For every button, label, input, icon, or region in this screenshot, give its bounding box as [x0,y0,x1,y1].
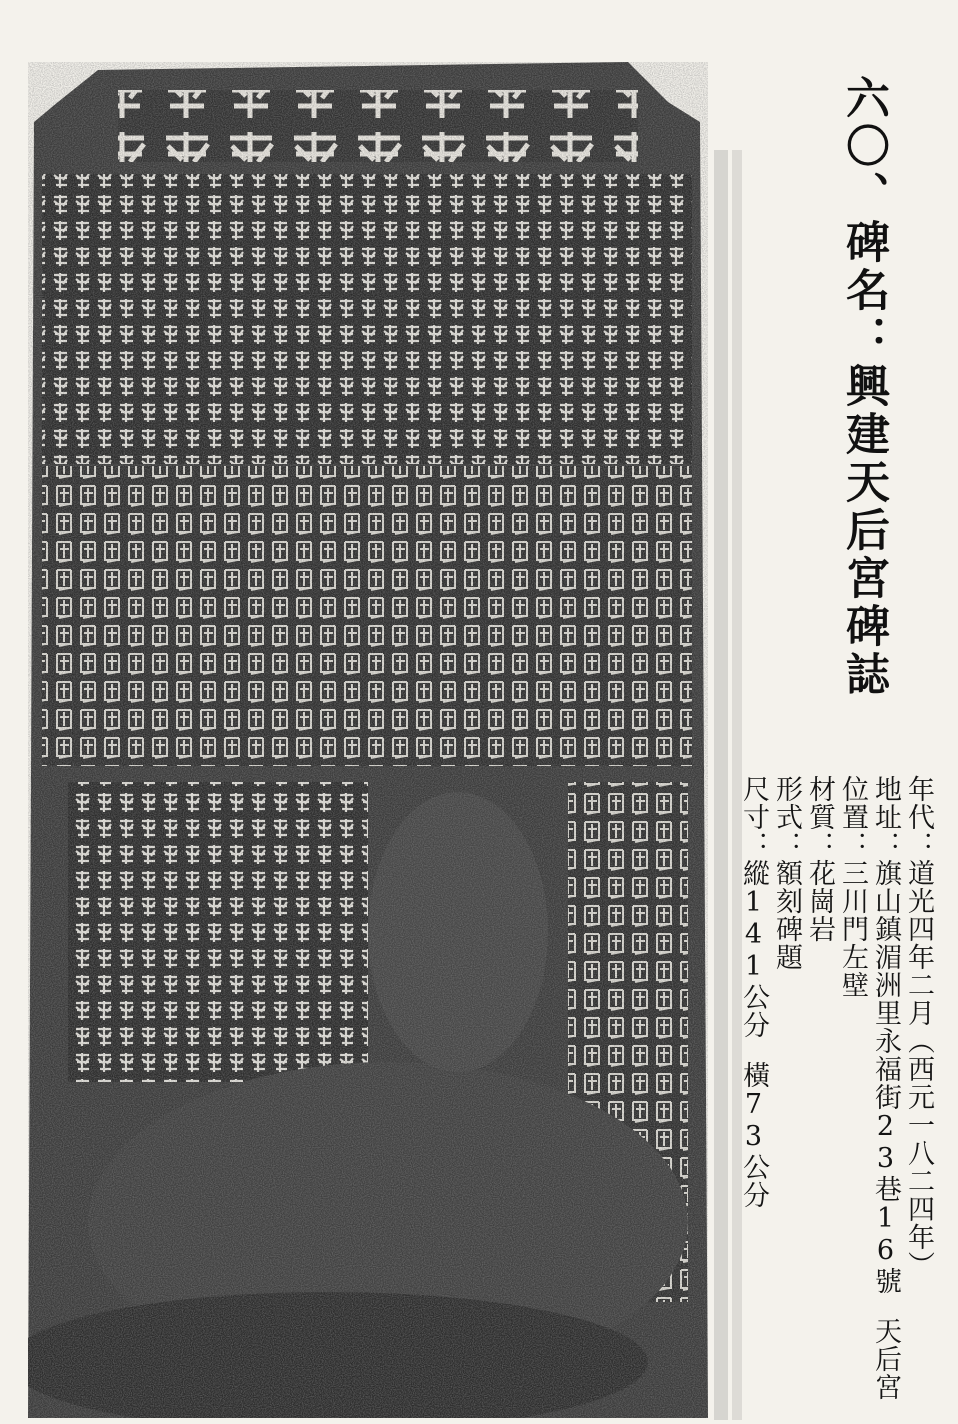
info-address-sep: ： [870,831,901,859]
info-material-value: 花崗岩 [804,859,835,943]
info-year-sep: ： [903,831,934,859]
info-location-value: 三川門左壁 [837,859,868,999]
info-form-label: 形式 [771,775,802,831]
info-size-sep: ： [738,831,769,859]
info-location [837,775,867,999]
info-address [870,775,900,1401]
info-size-value: 縱141公分 [738,859,769,1039]
info-year-label: 年代 [903,775,934,831]
info-year-value: 道光四年二月（西元一八二四年） [903,859,934,1279]
info-year [903,775,933,1279]
info-address-extra: 天后宮 [870,1317,901,1401]
info-material [804,775,834,943]
info-location-label: 位置 [837,775,868,831]
page-title: 六〇、碑名：興建天后宮碑誌 [838,75,889,699]
rubbing-svg [28,62,708,1418]
info-address-label: 地址 [870,775,901,831]
info-form [771,775,801,971]
info-size-extra: 橫73公分 [738,1061,769,1209]
info-location-sep: ： [837,831,868,859]
info-size-label: 尺寸 [738,775,769,831]
info-size [738,775,768,1209]
info-material-sep: ： [804,831,835,859]
info-form-sep: ： [771,831,802,859]
info-form-value: 額刻碑題 [771,859,802,971]
info-address-value: 旗山鎮湄洲里永福街23巷16號 [870,859,901,1295]
info-material-label: 材質 [804,775,835,831]
stele-rubbing-image [28,62,708,1418]
